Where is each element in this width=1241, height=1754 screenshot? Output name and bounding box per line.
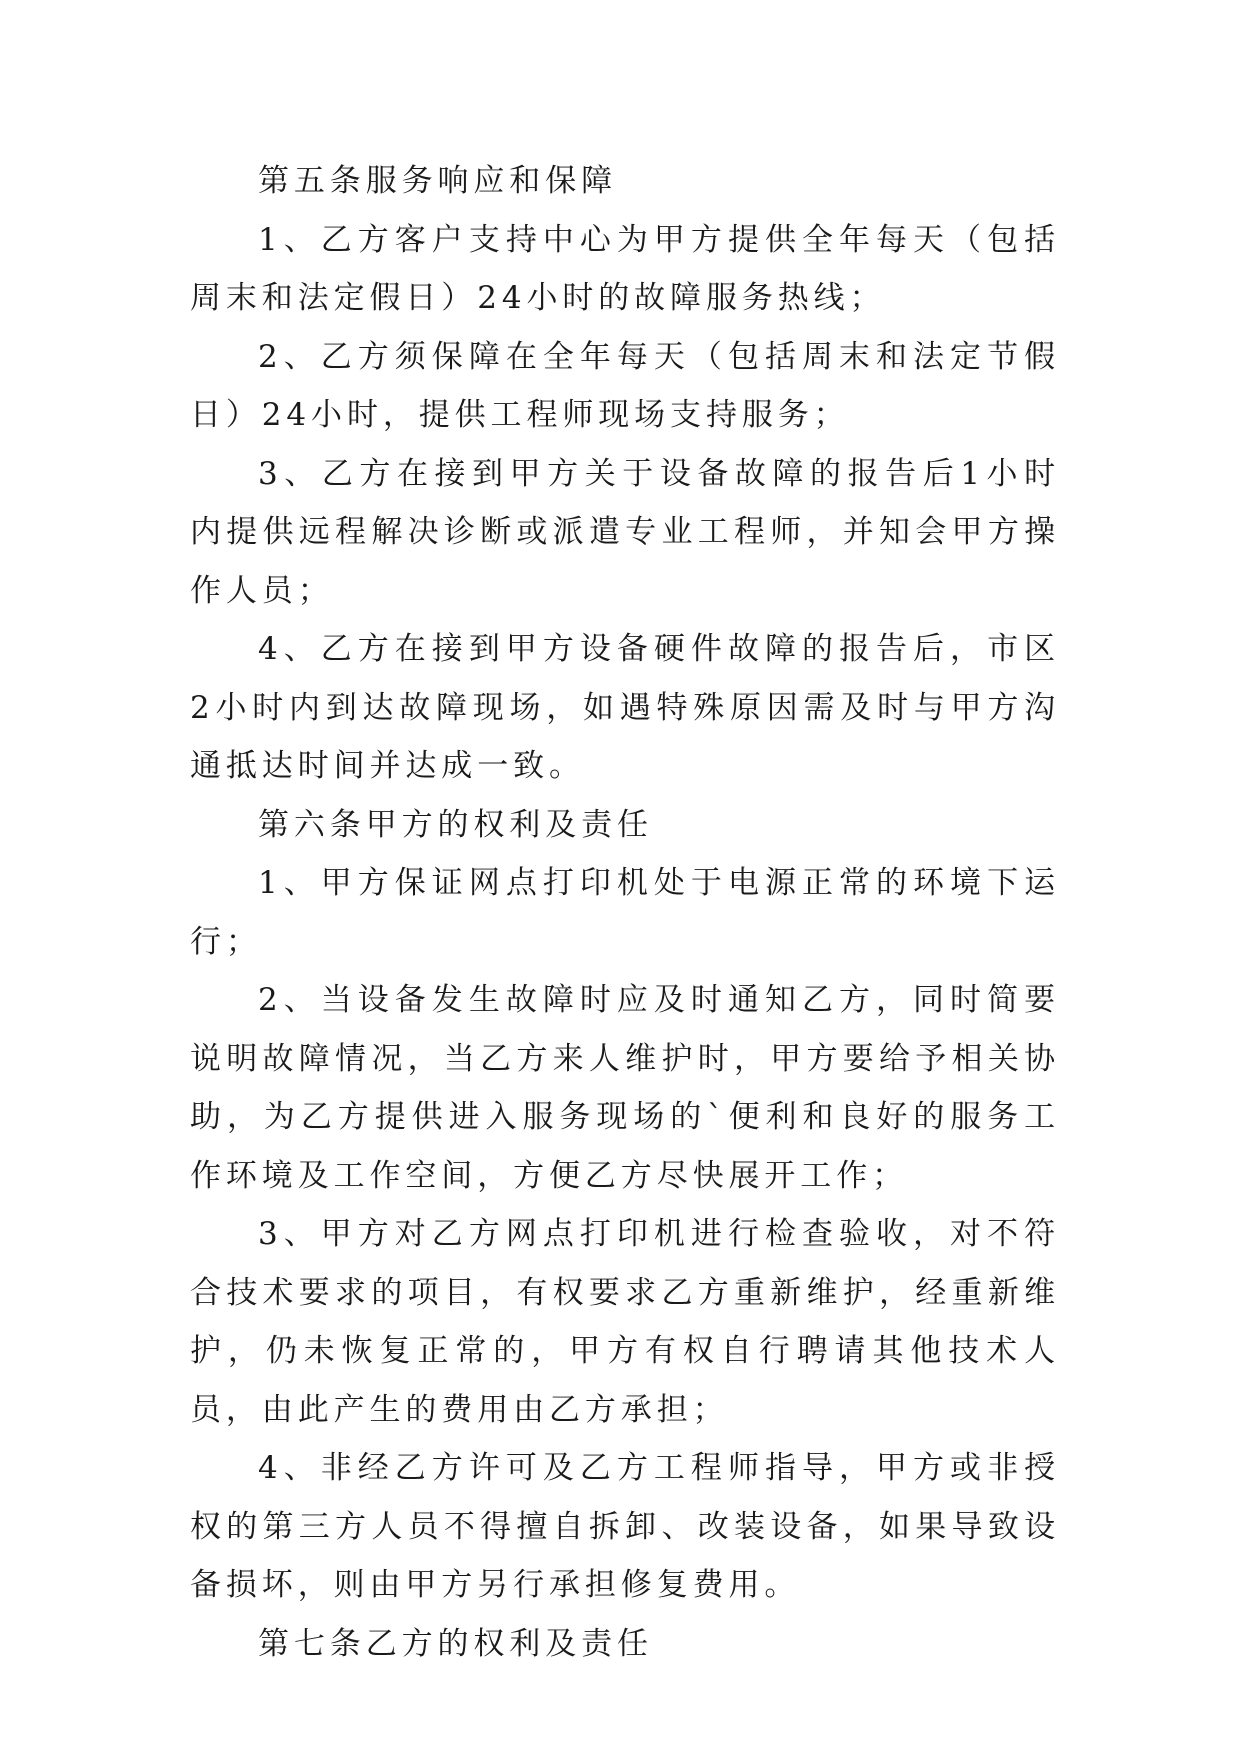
clause-5-2: 2、乙方须保障在全年每天（包括周末和法定节假日）24小时，提供工程师现场支持服务； [190, 338, 1060, 433]
clause-5-4: 4、乙方在接到甲方设备硬件故障的报告后，市区2小时内到达故障现场，如遇特殊原因需及时与甲方沟通抵达时间并达成一致。 [190, 631, 1060, 784]
clause-6-1: 1、甲方保证网点打印机处于电源正常的环境下运行； [190, 865, 1060, 960]
section-heading-5: 第五条服务响应和保障 [258, 163, 617, 199]
section-heading-7: 第七条乙方的权利及责任 [258, 1625, 653, 1662]
clause-5-3: 3、乙方在接到甲方关于设备故障的报告后1小时内提供远程解决诊断或派遣专业工程师，并知会甲方操作人员； [190, 455, 1060, 609]
section-heading-6: 第六条甲方的权利及责任 [258, 806, 653, 843]
clause-5-1: 1、乙方客户支持中心为甲方提供全年每天（包括周末和法定假日）24小时的故障服务热线； [190, 221, 1060, 316]
clause-6-2: 2、当设备发生故障时应及时通知乙方，同时简要说明故障情况，当乙方来人维护时，甲方要给予相关协助，为乙方提供进入服务现场的`便利和良好的服务工作环境及工作空间，方便乙方尽快展开工作； [190, 982, 1060, 1194]
clause-6-3: 3、甲方对乙方网点打印机进行检查验收，对不符合技术要求的项目，有权要求乙方重新维护，经重新维护，仍未恢复正常的，甲方有权自行聘请其他技术人员，由此产生的费用由乙方承担； [190, 1216, 1060, 1428]
clause-6-4: 4、非经乙方许可及乙方工程师指导，甲方或非授权的第三方人员不得擅自拆卸、改装设备，如果导致设备损坏，则由甲方另行承担修复费用。 [190, 1450, 1060, 1603]
document-body [190, 152, 1060, 1673]
